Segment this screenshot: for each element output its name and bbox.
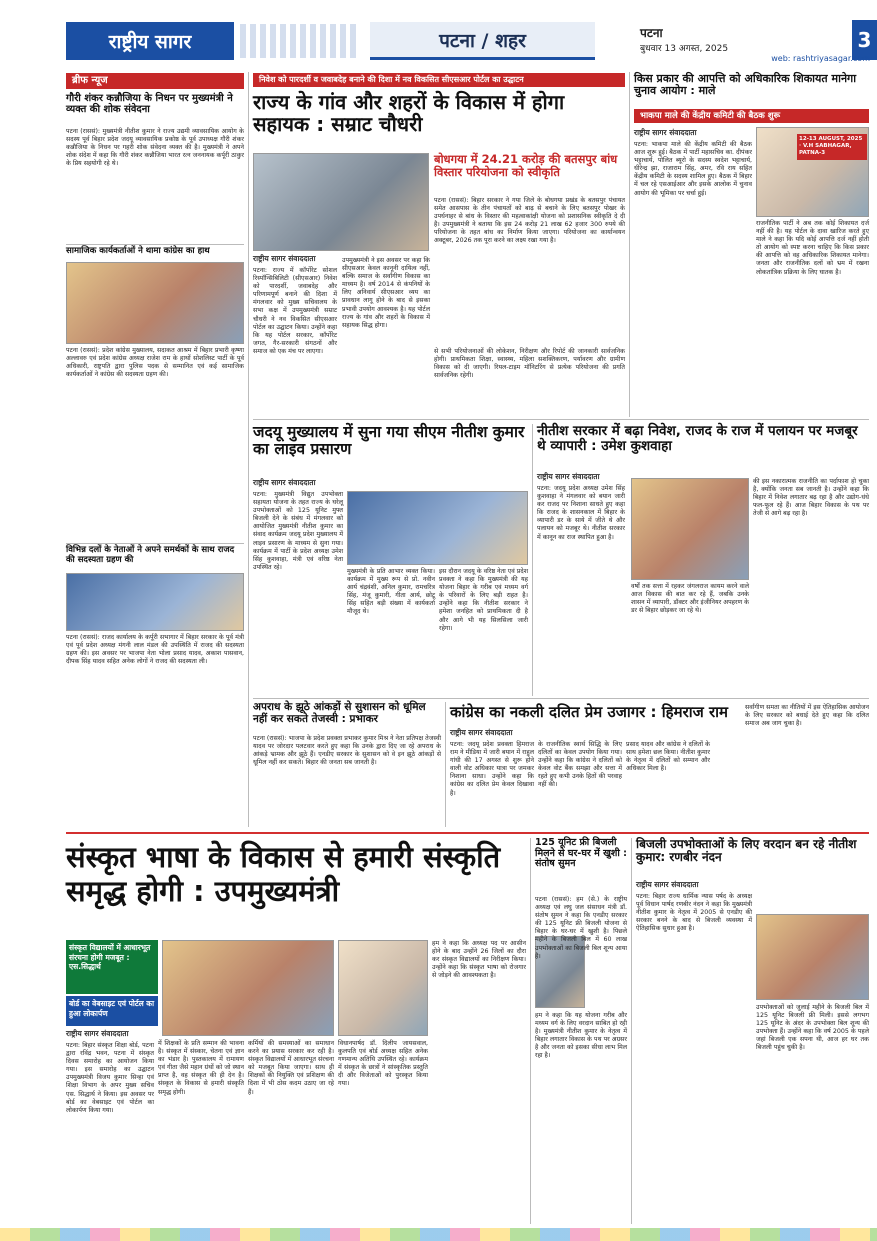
sanskrit-ceremony-photo xyxy=(162,940,334,1036)
masthead xyxy=(0,0,877,62)
footer-decoration xyxy=(0,1228,877,1241)
brief-3-headline: विभिन्न दलों के नेताओं ने अपने समर्थकों के साथ राजद की सदस्यता ग्रहण की xyxy=(66,543,244,571)
edition-city: पटना xyxy=(640,26,663,40)
column-divider xyxy=(530,838,531,1224)
bodhgaya-headline: बोधगया में 24.21 करोड़ की बतसपुर बांध विस्तार परियोजना को स्वीकृति xyxy=(434,152,618,179)
himraj-body-col1: पटना: जदयू प्रदेश प्रवक्ता हिमराज राम ने मीडिया में जारी बयान में राहुल गांधी की 17 अगस्त से शुरू होने वाली वोट अधिकार यात्रा पर जमकर निशाना साधा। उन्होंने कहा कि कांग्रेस का दलित प्रेम केवल दिखावा है। xyxy=(450,741,534,797)
umesh-body-col1: पटना: जदयू प्रदेश अध्यक्ष उमेश सिंह कुशवाहा ने मंगलवार को बयान जारी कर राजद पर निशाना साधते हुए कहा कि राजद के शासनकाल में बिहार के व्यापारी डर के साये में जीते थे और पलायन को मजबूर थे। नीतीश सरकार में कानून का राज स्थापित हुआ है। xyxy=(537,485,625,541)
himraj-body-col3: प्रसाद यादव और कांग्रेस ने दलितों के साथ हमेशा छल किया। नीतीश कुमार के नेतृत्व में दलितों को सम्मान और अधिकार मिला है। xyxy=(626,741,710,773)
section-rule xyxy=(66,832,869,834)
brief-3-body: पटना (राससं): राजद कार्यालय के कर्पूरी सभागार में बिहार सरकार के पूर्व मंत्री एवं पूर्व प्रदेश अध्यक्ष मंगनी लाल मंडल की उपस्थिति में राजद की सदस्यता ग्रहण की। इस अवसर पर भाजपा नेता भोला प्रसाद यादव, अकाश पासवान, दीपक सिंह यादव सहित अनेक लोगों ने राजद की सदस्यता ली। xyxy=(66,634,244,666)
jdu-live-photo xyxy=(347,491,528,565)
prabhakar-body: पटना (राससं): भाजपा के प्रदेश प्रवक्ता प्रभाकर कुमार मिश्र ने नेता प्रतिपक्ष तेजस्वी यादव पर जोरदार पलटवार करते हुए कहा कि उनके द्वारा दिए जा रहे अपराध के आंकड़े भ्रामक और झूठे हैं। एनडीए सरकार के सुशासन को वे इन झूठे आंकड़ों से धूमिल नहीं कर सकते। बिहार की जनता सब जानती है। xyxy=(253,735,441,767)
bodhgaya-body: पटना (राससं): बिहार सरकार ने गया जिले के बोधगया प्रखंड के बतसपुर पंचायत समेत आसपास के तीन पंचायतों को बाढ़ से बचाने के लिए बतसपुर पोखर के उपर्धनाहर से बांध के विस्तार की महत्वाकांक्षी योजना को प्रशासनिक स्वीकृति दे दी है। उपमुख्यमंत्री ने बताया कि इस 24 करोड़ 21 लाख 62 हजार 300 रुपये की परियोजना के तहत बांध का निर्माण किया जाएगा। परियोजना का कार्यान्वयन अक्टूबर, 2026 तक पूरा करने का लक्ष्य रखा गया है। xyxy=(434,197,625,245)
eci-kicker: भाकपा माले की केंद्रीय कमिटी की बैठक शुरू xyxy=(634,109,869,123)
lead-body-col1: पटना: राज्य में कॉर्पोरेट सोशल रिस्पॉन्सिबिलिटी (सीएसआर) निवेश को पारदर्शी, जवाबदेह और परिणामपूर्ण बनाने की दिशा में मंगलवार को मुख्य सचिवालय के सभा कक्ष में उपमुख्यमंत्री सम्राट चौधरी ने नव विकसित सीएसआर पोर्टल का उद्घाटन किया। उन्होंने कहा कि यह पोर्टल सरकार, कॉर्पोरेट जगत, गैर-सरकारी संगठनों और समाज को एक मंच पर लाएगा। xyxy=(253,267,337,355)
himraj-body-col4: सर्वांगीण समता का नीतियों में इस ऐतिहासिक आयोजन के लिए सरकार को बधाई देते हुए कहा कि दलित समाज अब जाग चुका है। xyxy=(745,704,869,728)
jdu-body-col3: इस दौरान जदयू के वरिष्ठ नेता एवं प्रदेश प्रवक्ता ने कहा कि मुख्यमंत्री की यह योजना बिहार के गरीब एवं मध्यम वर्ग के परिवारों के लिए बड़ी राहत है। उन्होंने कहा कि नीतीश सरकार ने हमेशा जनहित को प्राथमिकता दी है और आगे भी यह सिलसिला जारी रहेगा। xyxy=(439,568,528,632)
sanskrit-byline: राष्ट्रीय सागर संवाददाता xyxy=(66,1029,129,1038)
jdu-headline: जदयू मुख्यालय में सुना गया सीएम नीतीश कुमार का लाइव प्रसारण xyxy=(253,423,525,459)
sanskrit-body-col4: विधानपार्षद डॉ. दिलीप जायसवाल, कुलपति एवं बोर्ड अध्यक्ष सहित अनेक गणमान्य अतिथि उपस्थित रहे। कार्यक्रम में संस्कृत के छात्रों ने सांस्कृतिक प्रस्तुति दी और विजेताओं को पुरस्कृत किया गया। xyxy=(338,1040,428,1088)
santosh-body-col1: हम ने कहा कि यह योजना गरीब और मध्यम वर्ग के लिए वरदान साबित हो रही है। मुख्यमंत्री नीतीश कुमार के नेतृत्व में बिहार लगातार विकास के पथ पर अग्रसर है और जनता को इसका सीधा लाभ मिल रहा है। xyxy=(535,1012,627,1060)
umesh-byline: राष्ट्रीय सागर संवाददाता xyxy=(537,472,600,481)
umesh-body-col3: की इस नकारात्मक राजनीति का पर्दाफाश हो चुका है, क्योंकि जनता सब जानती है। उन्होंने कहा कि बिहार में निवेश लगातार बढ़ रहा है और उद्योग-धंधे फल-फूल रहे हैं। आज बिहार विकास के पथ पर तेजी से आगे बढ़ रहा है। xyxy=(753,478,869,518)
lead-continued-body: से सभी परियोजनाओं की लोकेशन, निरीक्षण और रिपोर्ट की जानकारी सार्वजनिक होगी। प्राथमिकता शिक्षा, स्वास्थ्य, महिला सशक्तिकरण, पर्यावरण और ग्रामीण विकास को दी जाएगी। रियल-टाइम मॉनिटरिंग से प्रत्येक परियोजना की प्रगति सार्वजनिक रहेगी। xyxy=(434,348,625,380)
column-divider xyxy=(532,424,533,696)
lead-byline: राष्ट्रीय सागर संवाददाता xyxy=(253,254,316,263)
santosh-body-intro: पटना (राससं): हम (से.) के राष्ट्रीय अध्यक्ष एवं लघु जल संसाधन मंत्री डॉ. संतोष सुमन ने कहा कि एनडीए सरकार की 125 यूनिट फ्री बिजली योजना से बिहार के घर-घर में खुशी है। पिछले महीने के बिजली बिल में 60 लाख उपभोक्ताओं का बिजली बिल शून्य आया है। xyxy=(535,896,627,960)
section-title: पटना / शहर xyxy=(370,22,595,60)
himraj-body-col2: के राजनीतिक स्वार्थ सिद्धि के लिए दलितों का केवल उपयोग किया गया। उन्होंने कहा कि कांग्रेस ने दलितों को केवल वोट बैंक समझा और सत्ता में रहते हुए कभी उनके हितों की परवाह नहीं की। xyxy=(538,741,622,789)
sanskrit-sidebar-1: संस्कृत विद्यालयों में आधारभूत संरचना होगी मजबूत : एस.सिद्धार्थ xyxy=(66,940,158,994)
umesh-portrait xyxy=(631,478,749,580)
column-divider xyxy=(629,72,630,417)
himraj-headline: कांग्रेस का नकली दलित प्रेम उजागर : हिमराज राम xyxy=(450,703,728,721)
ranbir-byline: राष्ट्रीय सागर संवाददाता xyxy=(636,880,699,889)
sanskrit-body-col2: में शिक्षकों के प्रति सम्मान की भावना है। संस्कृत में संस्कार, चेतना एवं ज्ञान का भंडार है। पुस्तकालय में रामायण एवं गीता जैसे महान ग्रंथों को जो स्थान प्राप्त है, वह संस्कृत की ही देन है। संस्कृत के विकास से हमारी संस्कृति समृद्ध होगी। xyxy=(158,1040,245,1096)
decorative-dots xyxy=(240,24,360,58)
column-divider xyxy=(631,838,632,1224)
sanskrit-body-col1: पटना: बिहार संस्कृत शिक्षा बोर्ड, पटना द्वारा रविंद्र भवन, पटना में संस्कृत दिवस समारोह का आयोजन किया गया। इस समारोह का उद्घाटन उपमुख्यमंत्री विजय कुमार सिन्हा एवं शिक्षा विभाग के अपर मुख्य सचिव एस. सिद्धार्थ ने किया। इस अवसर पर बोर्ड का वेबसाइट एवं पोर्टल का लोकार्पण किया गया। xyxy=(66,1042,154,1114)
prabhakar-headline: अपराध के झूठे आंकड़ों से सुशासन को धूमिल नहीं कर सकते तेजस्वी : प्रभाकर xyxy=(253,701,426,725)
column-divider xyxy=(445,702,446,827)
row-divider xyxy=(253,698,869,699)
umesh-body-col2: वर्षों तक सत्ता में रहकर जंगलराज कायम करने वाले आज विकास की बात कर रहे हैं, जबकि उनके शासन में व्यापारी, डॉक्टर और इंजीनियर अपहरण के डर से बिहार छोड़कर जा रहे थे। xyxy=(631,583,749,615)
brief-news-label: ब्रीफ न्यूज xyxy=(66,73,244,89)
rjd-joining-photo xyxy=(66,573,244,631)
lead-headline: राज्य के गांव और शहरों के विकास में होगा सहायक : सम्राट चौधरी xyxy=(253,90,565,137)
eci-byline: राष्ट्रीय सागर संवाददाता xyxy=(634,128,697,137)
newspaper-brand: राष्ट्रीय सागर xyxy=(66,22,234,60)
ranbir-portrait xyxy=(756,914,869,1000)
umesh-headline: नीतीश सरकार में बढ़ा निवेश, राजद के राज में पलायन पर मजबूर थे व्यापारी : उमेश कुशवाहा xyxy=(537,423,858,455)
santosh-headline: 125 यूनिट फ्री बिजली मिलने से घर-घर में खुशी : संतोष सुमन xyxy=(535,837,627,870)
sanskrit-body-col3: कर्मियों की समस्याओं का समाधान करने का प्रयास सरकार कर रही है। संस्कृत विद्यालयों में आधारभूत संरचना को मजबूत किया जाएगा। साथ ही शिक्षकों की नियुक्ति एवं प्रशिक्षण की दिशा में भी ठोस कदम उठाए जा रहे हैं। xyxy=(248,1040,334,1096)
jdu-body-col2: मुख्यमंत्री के प्रति आभार व्यक्त किया। कार्यक्रम में मुख्य रूप से प्रो. नवीन आर्य चंद्रवंशी, अनिल कुमार, रामचरित्र सिंह, मंजू कुमारी, गीता आर्य, छोटू सिंह सहित बड़ी संख्या में कार्यकर्ता मौजूद थे। xyxy=(347,568,435,616)
brief-2-body: पटना (राससं): प्रदेश कांग्रेस मुख्यालय, सदाकत आश्रम में बिहार प्रभारी कृष्णा अल्लावरु एवं प्रदेश कांग्रेस अध्यक्ष राजेश राम के हाथों सोशलिस्ट पार्टी के पूर्व अधिकारी, राष्ट्रपति द्वारा पुलिस पदक से सम्मानित एवं कई सामाजिक कार्यकर्ताओं ने कांग्रेस की सदस्यता ग्रहण की। xyxy=(66,347,244,379)
column-divider xyxy=(248,72,249,827)
sanskrit-stage-photo xyxy=(338,940,428,1036)
page-number: 3 xyxy=(852,20,877,60)
himraj-byline: राष्ट्रीय सागर संवाददाता xyxy=(450,728,513,737)
sanskrit-sidebar-2: बोर्ड का वेबसाइट एवं पोर्टल का हुआ लोकार्पण xyxy=(66,996,158,1026)
congress-joining-photo xyxy=(66,262,244,344)
sanskrit-body-col5: हम ने कहा कि अध्यक्ष पद पर आसीन होने के बाद उन्होंने 26 जिलों का दौरा कर संस्कृत विद्यालयों का निरीक्षण किया। उन्होंने कहा कि संस्कृत भाषा को रोजगार से जोड़ने की आवश्यकता है। xyxy=(432,940,526,980)
eci-headline: किस प्रकार की आपत्ति को अधिकारिक शिकायत मानेगा चुनाव आयोग : माले xyxy=(634,72,857,98)
lead-photo xyxy=(253,153,429,251)
brief-1-headline: गौरी शंकर कन्नौजिया के निधन पर मुख्यमंत्री ने व्यक्त की शोक संवेदना xyxy=(66,93,233,116)
meeting-poster: 12-13 AUGUST, 2025 · V.H SABHAGAR, PATNA-3 xyxy=(797,134,867,160)
eci-body-col2: राजनीतिक पार्टी ने अब तक कोई शिकायत दर्ज नहीं की है। यह पोर्टल के दावा खारिज करते हुए माले ने कहा कि यदि कोई आपत्ति दर्ज नहीं होती तो आयोग को स्पष्ट करना चाहिए कि किस प्रकार की आपत्ति को वह अधिकारिक शिकायत मानेगा। जनता और राजनीतिक दलों को भ्रम में रखना लोकतांत्रिक प्रक्रिया के लिए घातक है। xyxy=(756,220,869,276)
lead-body-col2: उपमुख्यमंत्री ने इस अवसर पर कहा कि सीएसआर केवल कानूनी दायित्व नहीं, बल्कि समाज के सर्वांगीण विकास का माध्यम है। वर्ष 2014 से कंपनियों के लिए अनिवार्य सीएसआर व्यय का प्रावधान लागू होने के बाद से इसका प्रभावी उपयोग आवश्यक है। यह पोर्टल राज्य के गांव और शहरों के विकास में सहायक सिद्ध होगा। xyxy=(342,257,430,329)
sanskrit-headline: संस्कृत भाषा के विकास से हमारी संस्कृति समृद्ध होगी : उपमुख्यमंत्री xyxy=(66,840,501,909)
edition-date: बुधवार 13 अगस्त, 2025 xyxy=(640,44,729,54)
lead-kicker: निवेश को पारदर्शी व जवाबदेह बनाने की दिशा में नव विकसित सीएसआर पोर्टल का उद्घाटन xyxy=(253,73,625,87)
jdu-byline: राष्ट्रीय सागर संवाददाता xyxy=(253,478,316,487)
website-url[interactable]: web: rashtriyasagar.com xyxy=(771,54,870,63)
brief-1-body: पटना (राससं): मुख्यमंत्री नीतीश कुमार ने राज्य उद्यमी व्यावसायिक आयोग के सदस्य पूर्व बिहार प्रदेश जदयू व्यावसायिक प्रकोष्ठ के पूर्व उपाध्यक्ष गौरी शंकर कन्नौजिया के निधन पर गहरी शोक संवेदना व्यक्त की है। मुख्यमंत्री ने अपने शोक संदेश में कहा कि गौरी शंकर कन्नौजिया भारत रत्न जननायक कर्पूरी ठाकुर के प्रिय सहयोगी रहे थे। xyxy=(66,128,244,168)
ranbir-body-col2: उपभोक्ताओं को जुलाई महीने के बिजली बिल में 125 यूनिट बिजली फ्री मिली। इससे लगभग 125 यूनिट के अंदर के उपभोक्ता बिल शून्य की उपभोक्ता हैं। उन्होंने कहा कि वर्ष 2005 के पहले जहां बिजली एक सपना थी, आज हर घर तक बिजली पहुंच चुकी है। xyxy=(756,1004,869,1052)
eci-body-col1: पटना: भाकपा माले की केंद्रीय कमिटी की बैठक आज शुरू हुई। बैठक में पार्टी महासचिव का. दीपंकर भट्टाचार्य, पोलित ब्यूरो के सदस्य स्वदेश भट्टाचार्य, धीरेन्द्र झा, राजाराम सिंह, अमर, रवि राय सहित केंद्रीय कमिटी के सदस्य शामिल हुए। बैठक में बिहार में चल रहे एसआईआर और इसके आलोक में चुनाव आयोग की भूमिका पर चर्चा हुई। xyxy=(634,141,752,197)
cpiml-meeting-photo xyxy=(756,127,869,217)
ranbir-headline: बिजली उपभोक्ताओं के लिए वरदान बन रहे नीतीश कुमार: रणबीर नंदन xyxy=(636,837,857,865)
brief-2-headline: सामाजिक कार्यकर्ताओं ने थामा कांग्रेस का हाथ xyxy=(66,244,244,258)
jdu-body-col1: पटना: मुख्यमंत्री विद्युत उपभोक्ता सहायता योजना के तहत राज्य के घरेलू उपभोक्ताओं को 125 यूनिट मुफ्त बिजली देने के संबंध में मंगलवार को आयोजित मुख्यमंत्री नीतीश कुमार का संवाद कार्यक्रम जदयू प्रदेश मुख्यालय में लाइव प्रसारण के माध्यम से सुना गया। कार्यक्रम में पार्टी के प्रदेश अध्यक्ष उमेश सिंह कुशवाहा, मंत्री एवं वरिष्ठ नेता उपस्थित रहे। xyxy=(253,491,343,571)
row-divider xyxy=(253,419,869,420)
ranbir-body-col1: पटना: बिहार राज्य धार्मिक न्यास पर्षद के अध्यक्ष पूर्व विधान पार्षद रणबीर नंदन ने कहा कि मुख्यमंत्री नीतीश कुमार के नेतृत्व में 2005 से एनडीए की सरकार बनने के बाद से बिजली व्यवस्था में ऐतिहासिक सुधार हुआ है। xyxy=(636,893,752,933)
